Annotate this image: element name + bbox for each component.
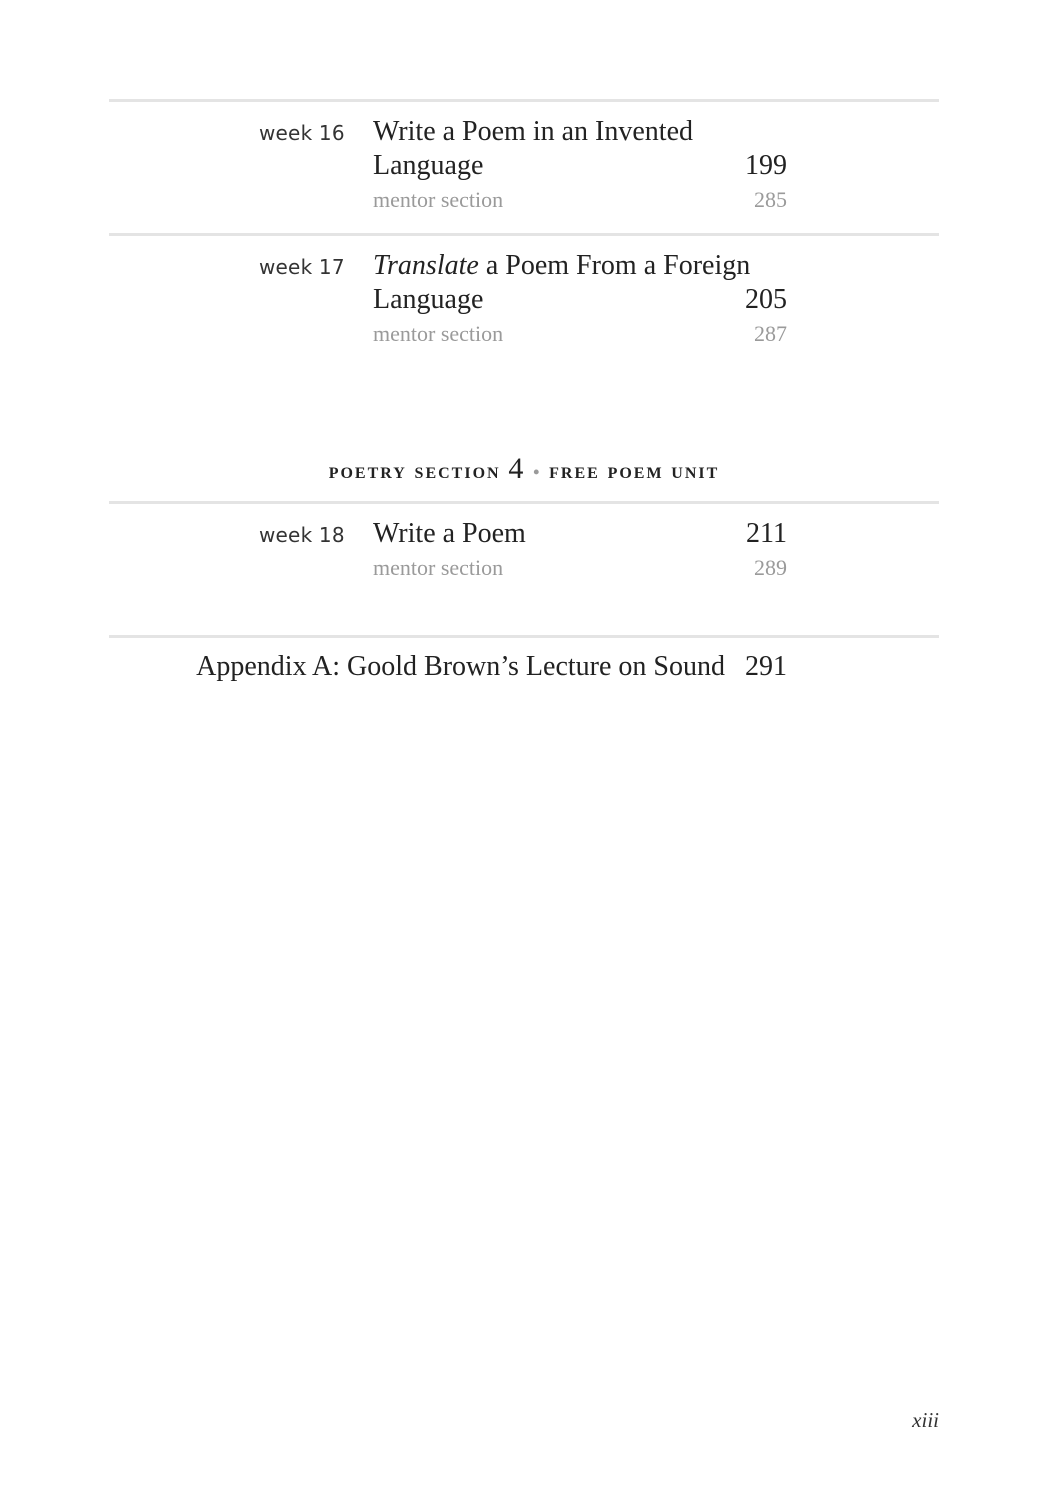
- appendix-page-number: 291: [745, 651, 787, 682]
- week-18-page-number: 211: [746, 518, 787, 549]
- week-17-page-number: 205: [745, 284, 787, 315]
- week-16-title-line1: Write a Poem in an Invented: [373, 116, 693, 147]
- week-17-title-line1: [373, 249, 750, 283]
- week-16-mentor-page: 285: [754, 187, 787, 212]
- week-16-title-line2: Language: [373, 150, 484, 181]
- divider-appendix: [109, 635, 939, 638]
- section-heading: [0, 452, 1042, 486]
- week-17-title-line2: Language: [373, 284, 484, 315]
- section-heading-suffix: free poem unit: [549, 458, 720, 483]
- divider-week-18: [109, 501, 939, 504]
- week-17-mentor-label: mentor section: [373, 321, 504, 346]
- week-16-label: week 16: [259, 121, 345, 145]
- week-17-mentor-page: 287: [754, 321, 787, 346]
- section-heading-separator: •: [533, 462, 542, 483]
- week-16-page-number: 199: [745, 150, 787, 181]
- divider-top: [109, 99, 939, 102]
- week-18-label: week 18: [259, 523, 345, 547]
- week-17-title-italic: Translate: [373, 250, 479, 281]
- week-17-label: week 17: [259, 255, 345, 279]
- week-16-mentor-label: mentor section: [373, 187, 504, 212]
- week-18-mentor-page: 289: [754, 555, 787, 580]
- appendix-title: Appendix A: Goold Brown’s Lecture on Sound: [196, 651, 725, 682]
- section-heading-number: 4: [508, 452, 526, 485]
- week-18-mentor-label: mentor section: [373, 555, 504, 580]
- page-folio: xiii: [912, 1408, 939, 1432]
- week-17-title-rest: a Poem From a Foreign: [478, 250, 751, 281]
- divider-week-17: [109, 233, 939, 236]
- section-heading-prefix: poetry section: [328, 458, 501, 483]
- week-18-title: Write a Poem: [373, 518, 526, 549]
